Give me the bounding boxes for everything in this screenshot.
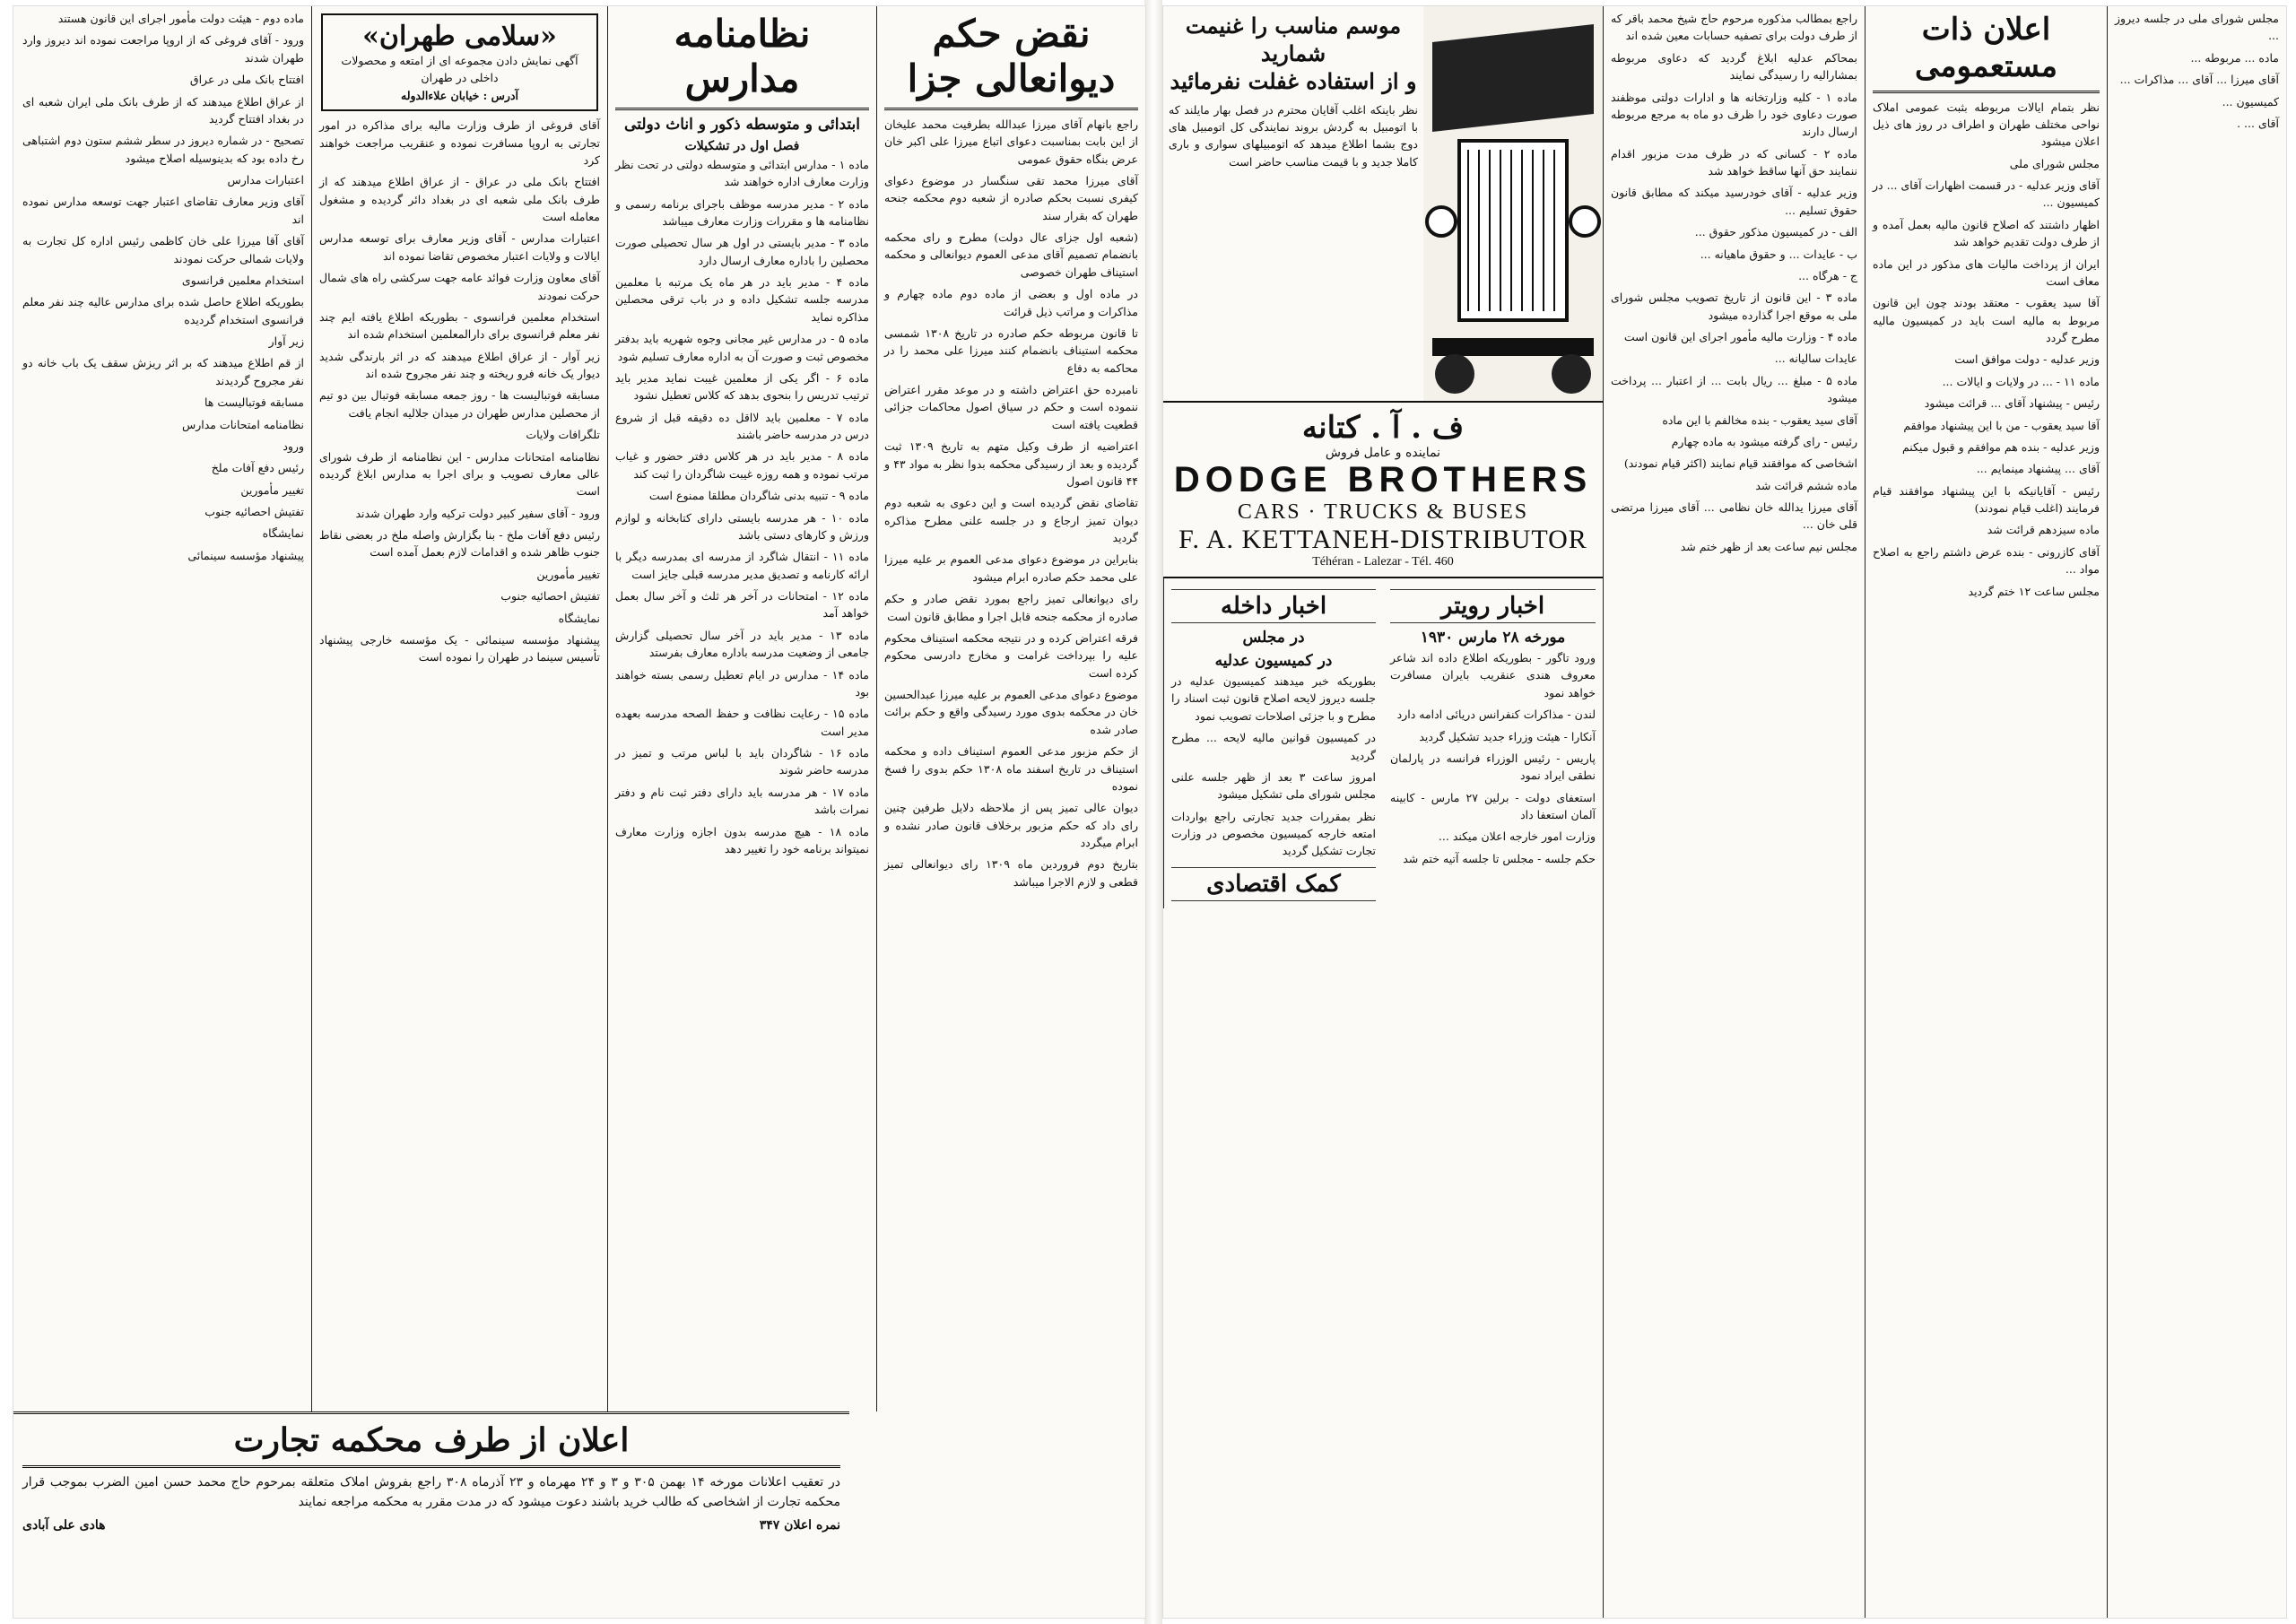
commerce-court-notice bbox=[13, 1411, 849, 1618]
paragraph: اظهار داشتند که اصلاح قانون مالیه بعمل آمده و از طرف دولت تقدیم خواهد شد bbox=[1869, 217, 2100, 249]
column-public-notice bbox=[1865, 6, 2107, 1618]
deputy-notice-text bbox=[1607, 10, 1858, 555]
paragraph: مسابقه فوتبالیست ها - روز جمعه مسابقه فوتبال بین دو تیم از محصلین مدارس طهران در میدان جلالیه انجام یافت bbox=[316, 388, 600, 420]
dodge-brothers-logo: DODGE BROTHERS bbox=[1173, 460, 1593, 499]
dodge-ad-heading2: و از استفاده غفلت نفرمائید bbox=[1170, 68, 1417, 95]
paragraph: تقاضای نقض گردیده است و این دعوی به شعبه دوم دیوان تمیز ارجاع و در جلسه علنی مطرح مذاکره گردید bbox=[881, 496, 1138, 545]
paragraph: آقا سید یعقوب - معتقد بودند چون این قانون مربوط به مالیه است باید در کمیسیون مالیه مطرح گردد bbox=[1869, 296, 2100, 345]
parliament-right-text bbox=[2111, 10, 2279, 132]
paragraph: ایران از پرداخت مالیات های مذکور در این ماده معاف است bbox=[1869, 256, 2100, 288]
salami-tehran-text: آگهی نمایش دادن مجموعه ای از امتعه و محصولات داخلی در طهران bbox=[337, 54, 578, 85]
paragraph: از قم اطلاع میدهند که بر اثر ریزش سقف یک باب خانه دو نفر مجروح گردیدند bbox=[19, 356, 304, 387]
paragraph: آقای فروغی از طرف وزارت مالیه برای مذاکره در امور تجارتی به اروپا مسافرت نموده و عنقریب مراجعت خواهند کرد bbox=[316, 118, 600, 167]
paragraph: رئیس - پیشنهاد آقای ... قرائت میشود bbox=[1924, 396, 2100, 411]
paragraph: پیشنهاد مؤسسه سینمائی bbox=[187, 548, 304, 562]
paragraph: تصحیح - در شماره دیروز در سطر ششم ستون دوم اشتباهی رخ داده بود که بدینوسیله اصلاح میشود bbox=[19, 134, 304, 165]
kettaneh-name-fa: ف . آ . کتانه bbox=[1301, 410, 1465, 446]
paragraph: آقای میرزا محمد تقی سنگسار در موضوع دعوای کیفری نسبت بحکم صادره از شعبه دوم محکمه جنحه طهران که بقرار سند bbox=[881, 173, 1138, 222]
column-tehran-news bbox=[311, 6, 607, 1411]
school-regulations-chapter: فصل اول در تشکیلات bbox=[684, 138, 800, 153]
paragraph: رئیس - رای گرفته میشود به ماده چهارم bbox=[1671, 434, 1857, 448]
paragraph: تلگرافات ولایات bbox=[526, 428, 600, 442]
paragraph: تغییر مأمورین bbox=[536, 567, 600, 581]
paragraph: فرقه اعتراض کرده و در نتیجه محکمه استیناف محکوم علیه را بپرداخت غرامت و مخارج دادرسی محکوم کرده است bbox=[881, 630, 1138, 680]
public-notice-text bbox=[1869, 99, 2100, 600]
paragraph: بطوریکه اطلاع حاصل شده برای مدارس عالیه چند نفر معلم فرانسوی استخدام گردیده bbox=[19, 295, 304, 326]
school-regulations-heading: نظامنامه مدارس bbox=[615, 10, 869, 110]
paragraph: تغییر مأمورین bbox=[240, 482, 304, 497]
paragraph: ورود - آقای سفیر کبیر دولت ترکیه وارد طهران شدند bbox=[355, 506, 600, 520]
paragraph: نمایشگاه bbox=[262, 526, 304, 541]
paragraph: ماده ۴ - مدیر باید در هر ماه یک مرتبه با معلمین مدرسه جلسه تشکیل داده و در باب ترقی محصلین مذاکره نماید bbox=[612, 275, 869, 324]
paragraph: مجلس نیم ساعت بعد از ظهر ختم شد bbox=[1680, 539, 1857, 553]
paragraph: استخدام معلمین فرانسوی - بطوریکه اطلاع یافته ایم چند نفر معلم فرانسوی برای دارالمعلمین استخدام شده اند bbox=[316, 309, 600, 342]
paragraph: زیر آوار bbox=[268, 334, 304, 348]
paragraph: ماده ۴ - وزارت مالیه مأمور اجرای این قانون است bbox=[1623, 330, 1857, 343]
misc-news-text bbox=[19, 10, 304, 564]
paragraph: الف - در کمیسیون مذکور حقوق ... bbox=[1694, 225, 1857, 239]
paragraph: ورود تاگور - بطوریکه اطلاع داده اند شاعر معروف هندی عنقریب بایران مسافرت خواهد نمود bbox=[1387, 651, 1596, 699]
paragraph: ماده ۱۲ - امتحانات در آخر هر ثلث و آخر سال بعمل خواهد آمد bbox=[612, 589, 869, 621]
paragraph: ماده ۱ - کلیه وزارتخانه ها و ادارات دولتی موظفند صورت دعاوی خود را ظرف دو ماه به مرجع مربوطه ارسال دارند bbox=[1607, 90, 1857, 139]
paragraph: نامبرده حق اعتراض داشته و در موعد مقرر اعتراض ننموده است و حکم در سیاق اصول محاکمات جزائی قطعیت یافته است bbox=[881, 383, 1138, 431]
paragraph: آقای کازرونی - بنده عرض داشتم راجع به اصلاح مواد ... bbox=[1869, 544, 2100, 577]
paragraph: عایدات سالیانه ... bbox=[1774, 352, 1857, 366]
commerce-court-text: در تعقیب اعلانات مورخه ۱۴ بهمن ۳۰۵ و ۳ و ۲۴ مهرماه و ۲۳ آذرماه ۳۰۸ راجع بفروش املاک متعلقه بمرحوم حاج محمد حسن امین الضرب بموجب قرار محکمه تجارت از اشخاصی که طالب خرید باشند دعوت میشود که در مدت مقرر به محکمه مراجعه نمایند bbox=[18, 1475, 840, 1509]
budget-subheading: در کمیسیون عدلیه bbox=[1214, 652, 1333, 670]
paragraph: امروز ساعت ۳ بعد از ظهر جلسه علنی مجلس شورای ملی تشکیل میشود bbox=[1168, 769, 1376, 802]
kettaneh-rep-fa: نماینده و عامل فروش bbox=[1325, 446, 1441, 460]
commerce-court-number: نمره اعلان ۳۴۷ bbox=[759, 1517, 840, 1533]
salami-tehran-address: آدرس : خیابان علاءالدوله bbox=[401, 88, 518, 102]
paragraph: ماده ۱۰ - هر مدرسه بایستی دارای کتابخانه و لوازم ورزش و کارهای دستی باشد bbox=[612, 510, 870, 542]
domestic-news-text bbox=[1168, 673, 1376, 860]
paragraph: تفتیش احصائیه جنوب bbox=[500, 589, 600, 604]
column-misc-news bbox=[15, 6, 311, 1411]
paragraph: رئیس دفع آفات ملخ - بنا بگزارش واصله ملخ در بعضی نقاط جنوب ظاهر شده و اقدامات لازم بعمل آمده است bbox=[316, 528, 600, 560]
paragraph: ورود - آقای فروغی که از اروپا مراجعت نموده اند دیروز وارد طهران شدند bbox=[19, 33, 304, 65]
paragraph: آقای میرزا ... آقای ... مذاکرات ... bbox=[2119, 73, 2279, 87]
left-page bbox=[13, 5, 1146, 1619]
paragraph: ماده ششم قرائت شد bbox=[1755, 478, 1857, 492]
paragraph: ماده ۳ - این قانون از تاریخ تصویب مجلس شورای ملی به موقع اجرا گذارده میشود bbox=[1607, 291, 1858, 322]
paragraph: مجلس شورای ملی bbox=[2009, 156, 2100, 170]
paragraph: بمحاکم عدلیه ابلاغ گردید که دعاوی مربوطه بمشارالیه را رسیدگی نمایند bbox=[1607, 50, 1857, 83]
salami-tehran-title: «سلامی طهران» bbox=[362, 21, 557, 52]
paragraph: نظر بتمام ایالات مربوطه بثبت عمومی املاک نواحی مختلف طهران و اطراف در روز های ذیل اعلان میشود bbox=[1869, 100, 2100, 149]
paragraph: افتتاح بانک ملی در عراق bbox=[189, 73, 304, 87]
page-gutter bbox=[1144, 0, 1162, 1624]
kettaneh-distributor: F. A. KETTANEH-DISTRIBUTOR bbox=[1178, 525, 1587, 554]
kettaneh-address: Téhéran - Lalezar - Tél. 460 bbox=[1312, 555, 1454, 569]
paragraph: موضوع دعوای مدعی العموم بر علیه میرزا عبدالحسین خان در محکمه بدوی مورد رسیدگی واقع و حکم برائت صادر شده bbox=[881, 688, 1138, 736]
column-deputy-notice bbox=[1603, 6, 1865, 1618]
paragraph: استعفای دولت - برلین ۲۷ مارس - کابینه آلمان استعفا داد bbox=[1387, 790, 1596, 821]
kettaneh-block bbox=[1163, 403, 1603, 578]
paragraph: آقای معاون وزارت فوائد عامه جهت سرکشی راه های شمال حرکت نمودند bbox=[316, 271, 600, 302]
paragraph: مسابقه فوتبالیست ها bbox=[204, 395, 304, 410]
column-dodge-and-news bbox=[1163, 6, 1603, 1618]
dodge-ad-text-block bbox=[1163, 6, 1423, 401]
paragraph: تفتیش احصائیه جنوب bbox=[204, 505, 304, 518]
paragraph: (شعبه اول جزای عال دولت) مطرح و رای محکمه بانضمام تصمیم آقای مدعی العموم دیوانعالی و محکمه استیناف طهران خصوصی bbox=[881, 230, 1138, 279]
paragraph: بتاریخ دوم فروردین ماه ۱۳۰۹ رای دیوانعالی تمیز قطعی و لازم الاجرا میباشد bbox=[881, 857, 1138, 889]
dodge-products: CARS · TRUCKS & BUSES bbox=[1237, 500, 1529, 524]
paragraph: ماده سیزدهم قرائت شد bbox=[1987, 523, 2100, 537]
paragraph: حکم جلسه - مجلس تا جلسه آتیه ختم شد bbox=[1403, 851, 1596, 865]
commerce-court-signature: هادی علی آبادی bbox=[22, 1517, 106, 1533]
paragraph: ماده ۲ - مدیر مدرسه موظف باجرای برنامه رسمی و نظامنامه ها و مقررات وزارت معارف میباشد bbox=[612, 196, 869, 228]
paragraph: اشخاصی که موافقند قیام نمایند (اکثر قیام نمودند) bbox=[1623, 456, 1857, 471]
paragraph: ماده ۱۱ - انتقال شاگرد از مدرسه ای بمدرسه دیگر با ارائه کارنامه و تصدیق مدیر مدرسه قبلی جایز است bbox=[612, 550, 870, 581]
paragraph: در ماده اول و بعضی از ماده دوم ماده چهارم و مذاکرات و مراتب ذیل قرائت bbox=[881, 287, 1138, 318]
paragraph: ماده ۲ - کسانی که در ظرف مدت مزبور اقدام ننمایند حق آنها ساقط خواهد شد bbox=[1607, 146, 1857, 178]
paragraph: ماده ... مربوطه ... bbox=[2190, 50, 2279, 65]
reuters-date: مورخه ۲۸ مارس ۱۹۳۰ bbox=[1420, 629, 1566, 647]
school-regulations-subheading: ابتدائی و متوسطه ذکور و اناث دولتی bbox=[624, 115, 860, 134]
reuters-column bbox=[1383, 578, 1603, 908]
economic-aid-heading: کمک اقتصادی bbox=[1171, 867, 1376, 901]
column-school-regulations bbox=[607, 6, 876, 1411]
paragraph: نمایشگاه bbox=[558, 611, 600, 625]
paragraph: لندن - مذاکرات کنفرانس دریائی ادامه دارد bbox=[1396, 708, 1596, 722]
paragraph: از حکم مزبور مدعی العموم استیناف داده و محکمه استیناف در تاریخ اسفند ماه ۱۳۰۸ حکم بدوی را فسخ نموده bbox=[881, 744, 1138, 793]
paragraph: راجع بانهام آقای میرزا عبدالله بطرفیت محمد علیخان از این بابت بمناسبت دعوای اتباع میرزا علی اکبر خان عرض بنگاه حقوق عمومی bbox=[881, 117, 1138, 166]
paragraph: پاریس - رئیس الوزراء فرانسه در پارلمان نطقی ایراد نمود bbox=[1387, 751, 1596, 783]
paragraph: استخدام معلمین فرانسوی bbox=[181, 273, 304, 287]
paragraph: ماده ۱۸ - هیچ مدرسه بدون اجازه وزارت معارف نمیتواند برنامه خود را تغییر دهد bbox=[612, 824, 870, 855]
paragraph: آقای میرزا یدالله خان نظامی ... آقای میرزا مرتضی قلی خان ... bbox=[1607, 500, 1857, 532]
car-grille-icon bbox=[1423, 6, 1603, 401]
paragraph: دیوان عالی تمیز پس از ملاحظه دلایل طرفین چنین رای داد که حکم مزبور برخلاف قانون صادر نشده و ابرام میگردد bbox=[881, 801, 1138, 850]
court-ruling-heading: نقض حکم دیوانعالی جزا bbox=[884, 10, 1138, 110]
dodge-ad-body: نظر باینکه اغلب آقایان محترم در فصل بهار مایلند که با اتومبیل به گردش بروند نمایندگی کل اتومبیل های دوج بشما اطلاع میدهد که اتومبیلهای سواری و باری کاملا جدید و با قیمت مناسب حاضر است bbox=[1165, 102, 1418, 169]
paragraph: اعتبارات مدارس bbox=[227, 173, 304, 187]
paragraph: تا قانون مربوطه حکم صادره در تاریخ ۱۳۰۸ شمسی محکمه استیناف بانضمام کنند میرزا علی محمد را در محاکمه به دفاع bbox=[881, 326, 1138, 375]
paragraph: آقای آقا میرزا علی خان کاظمی رئیس اداره کل تجارت به ولایات شمالی حرکت نمودند bbox=[19, 234, 304, 265]
paragraph: مجلس شورای ملی در جلسه دیروز ... bbox=[2111, 12, 2279, 43]
paragraph: رئیس دفع آفات ملخ bbox=[211, 461, 304, 475]
paragraph: ب - عایدات ... و حقوق ماهیانه ... bbox=[1700, 247, 1857, 261]
paragraph: ماده ۷ - معلمین باید لااقل ده دقیقه قبل از شروع درس در مدرسه حاضر باشند bbox=[612, 410, 869, 442]
tehran-news-text bbox=[316, 117, 600, 666]
paragraph: ماده ۵ - مبلغ ... ریال بابت ... از اعتبار ... پرداخت میشود bbox=[1607, 373, 1858, 405]
paragraph: نظامنامه امتحانات مدارس bbox=[181, 417, 304, 431]
paragraph: بنابراین در موضوع دعوای مدعی العموم بر علیه میرزا علی محمد حکم صادره ابرام میشود bbox=[881, 552, 1138, 584]
paragraph: آنکارا - هیئت وزراء جدید تشکیل گردید bbox=[1419, 729, 1596, 743]
public-notice-heading: اعلان ذات مستعمومی bbox=[1873, 10, 2100, 93]
paragraph: افتتاح بانک ملی در عراق - از عراق اطلاع میدهند که از طرف بانک ملی شعبه ای در بغداد دائر گردیده و مشغول معامله است bbox=[316, 175, 600, 223]
paragraph: ج - هرگاه ... bbox=[1798, 268, 1857, 282]
dodge-car-illustration bbox=[1423, 6, 1603, 401]
reuters-heading: اخبار رویتر bbox=[1390, 589, 1596, 623]
paragraph: پیشنهاد مؤسسه سینمائی - یک مؤسسه خارجی پیشنهاد تأسیس سینما در طهران را نموده است bbox=[316, 632, 600, 664]
paragraph: ماده ۱ - مدارس ابتدائی و متوسطه دولتی در تحت نظر وزارت معارف اداره خواهند شد bbox=[612, 157, 870, 189]
paragraph: از عراق اطلاع میدهند که از طرف بانک ملی ایران شعبه ای در بغداد افتتاح گردید bbox=[19, 94, 304, 126]
paragraph: زیر آوار - از عراق اطلاع میدهند که در اثر بارندگی شدید دیوار یک خانه فرو ریخته و چند نفر مجروح شده اند bbox=[316, 349, 600, 380]
paragraph: ورود bbox=[283, 439, 304, 453]
paragraph: رای دیوانعالی تمیز راجع بمورد نقض صادر و حکم صادره از محکمه جنحه قابل اجرا و مطابق قانون است bbox=[881, 592, 1138, 623]
paragraph: بطوریکه خبر میدهند کمیسیون عدلیه در جلسه دیروز لایحه اصلاح قانون ثبت اسناد را مطرح و با جزئی اصلاحات تصویب نمود bbox=[1168, 674, 1376, 723]
paragraph: اعتراضیه از طرف وکیل متهم به تاریخ ۱۳۰۹ ثبت گردیده و بعد از رسیدگی محکمه بدوا نظر به مواد ۴۳ و ۴۴ قانون اصول bbox=[881, 439, 1139, 488]
salami-tehran-ad bbox=[321, 13, 598, 111]
paragraph: وزیر عدلیه - بنده هم موافقم و قبول میکنم bbox=[1901, 439, 2100, 454]
paragraph: ماده ۶ - اگر یکی از معلمین غیبت نماید مدیر باید ترتیب تدریس را بنحوی بدهد که کلاس تعطیل نشود bbox=[612, 370, 869, 403]
paragraph: ماده ۱۵ - رعایت نظافت و حفظ الصحه مدرسه بعهده مدیر است bbox=[612, 707, 869, 738]
parliament-subheading: در مجلس bbox=[1242, 629, 1305, 647]
paragraph: اعتبارات مدارس - آقای وزیر معارف برای توسعه مدارس ایالات و ولایات اعتبار مخصوص تقاضا نموده اند bbox=[316, 231, 600, 263]
paragraph: ماده ۱۴ - مدارس در ایام تعطیل رسمی بسته خواهند بود bbox=[612, 667, 870, 699]
paragraph: در کمیسیون قوانین مالیه لایحه ... مطرح گردید bbox=[1168, 731, 1376, 762]
paragraph: وزارت امور خارجه اعلان میکند ... bbox=[1438, 829, 1596, 844]
commerce-court-heading: اعلان از طرف محکمه تجارت bbox=[22, 1420, 840, 1468]
paragraph: ماده دوم - هیئت دولت مأمور اجرای این قانون هستند bbox=[57, 12, 304, 25]
domestic-news-column bbox=[1163, 578, 1383, 908]
column-parliament-right bbox=[2107, 6, 2286, 1618]
paragraph: رئیس - آقایانیکه با این پیشنهاد موافقند قیام فرمایند (اغلب قیام نمودند) bbox=[1869, 483, 2100, 516]
paragraph: ماده ۱۶ - شاگردان باید با لباس مرتب و تمیز در مدرسه حاضر شوند bbox=[612, 746, 869, 777]
paragraph: ماده ۸ - مدیر باید در هر کلاس دفتر حضور و غیاب مرتب نموده و همه روزه غیبت شاگردان را ثبت کند bbox=[612, 449, 870, 481]
paragraph: آقای وزیر معارف تقاضای اعتبار جهت توسعه مدارس نموده اند bbox=[19, 195, 304, 226]
paragraph: آقا سید یعقوب - من با این پیشنهاد موافقم bbox=[1903, 418, 2100, 432]
paragraph: آقای ... پیشنهاد مینمایم ... bbox=[1976, 462, 2100, 476]
domestic-news-heading: اخبار داخله bbox=[1171, 589, 1376, 623]
paragraph: کمیسیون ... bbox=[2222, 94, 2279, 109]
paragraph: وزیر عدلیه - دولت موافق است bbox=[1954, 352, 2100, 367]
paragraph: نظامنامه امتحانات مدارس - این نظامنامه از طرف شورای عالی معارف تصویب و برای اجرا به مدارس ابلاغ گردیده است bbox=[316, 449, 600, 499]
column-court-ruling bbox=[876, 6, 1145, 1411]
paragraph: ماده ۱۷ - هر مدرسه باید دارای دفتر ثبت نام و دفتر نمرات باشد bbox=[612, 785, 869, 817]
paragraph: راجع بمطالب مذکوره مرحوم حاج شیخ محمد باقر که از طرف دولت برای تصفیه حسابات معین شده اند bbox=[1607, 12, 1857, 43]
dodge-ad-heading: موسم مناسب را غنیمت شمارید bbox=[1185, 13, 1402, 67]
reuters-text bbox=[1387, 649, 1596, 867]
paragraph: ماده ۳ - مدیر بایستی در اول هر سال تحصیلی صورت محصلین را باداره معارف ارسال دارد bbox=[612, 236, 869, 267]
paragraph: ماده ۵ - در مدارس غیر مجانی وجوه شهریه باید بدفتر مخصوص ثبت و صورت آن به اداره معارف تسلیم شود bbox=[612, 332, 870, 363]
paragraph: ماده ۹ - تنبیه بدنی شاگردان مطلقا ممنوع است bbox=[648, 489, 869, 503]
paragraph: آقای وزیر عدلیه - در قسمت اظهارات آقای ... در کمیسیون ... bbox=[1869, 178, 2100, 210]
paragraph: آقای سید یعقوب - بنده مخالفم با این ماده bbox=[1662, 413, 1857, 427]
court-ruling-text bbox=[881, 116, 1139, 890]
paragraph: مجلس ساعت ۱۲ ختم گردید bbox=[1968, 584, 2100, 598]
right-page bbox=[1162, 5, 2287, 1619]
paragraph: آقای ... . bbox=[2237, 116, 2279, 130]
paragraph: ماده ۱۳ - مدیر باید در آخر سال تحصیلی گزارش جامعی از وضعیت مدرسه باداره معارف بفرستد bbox=[612, 628, 869, 660]
paragraph: ماده ۱۱ - ... در ولایات و ایالات ... bbox=[1942, 374, 2100, 388]
paragraph: نظر بمقررات جدید تجارتی راجع بواردات امتعه خارجه کمیسیون مخصوص در وزارت تجارت تشکیل گردید bbox=[1168, 809, 1376, 858]
paragraph: وزیر عدلیه - آقای خودرسید میکند که مطابق قانون حقوق تسلیم ... bbox=[1607, 186, 1857, 217]
school-regulations-text bbox=[612, 156, 870, 858]
